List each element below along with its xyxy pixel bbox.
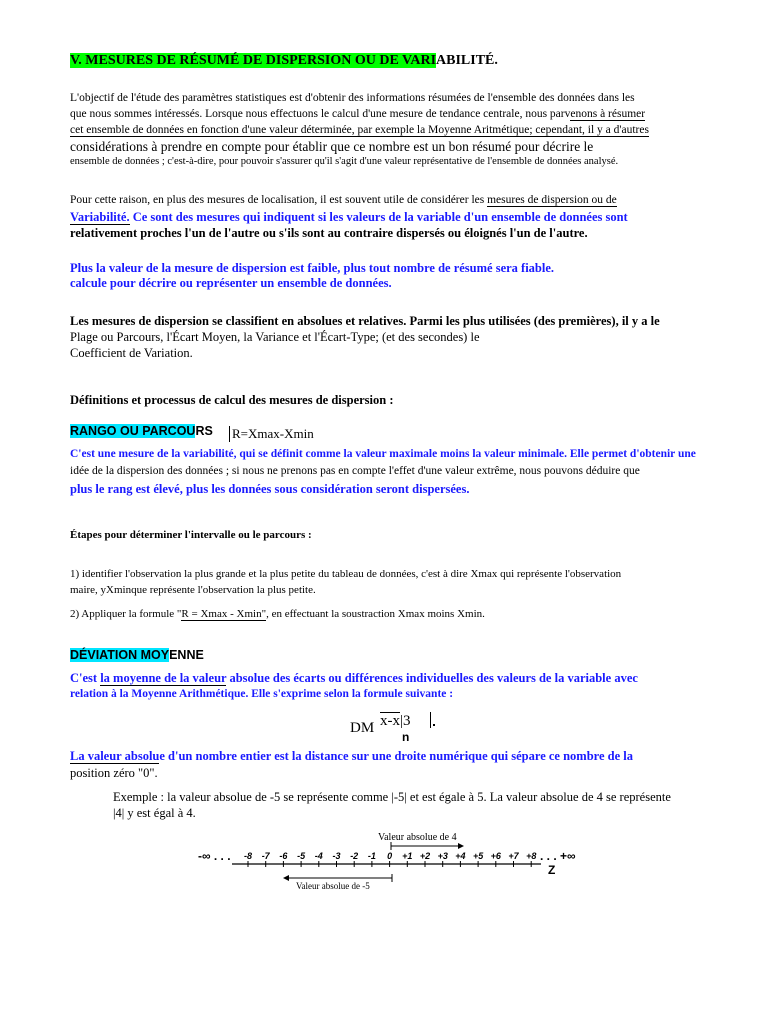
p2-line-2 bbox=[70, 210, 628, 225]
tick-label: +3 bbox=[437, 851, 448, 861]
tick-label: +2 bbox=[419, 851, 431, 861]
rango-heading-highlighted: RANGO OU PARCOU bbox=[70, 424, 196, 438]
etapes-step-2 bbox=[70, 608, 485, 620]
intro-line-4: considérations à prendre en compte pour établir que ce nombre est un bon résumé pour décrire le bbox=[70, 139, 594, 154]
deviation-line-1 bbox=[70, 671, 638, 686]
etapes-step-2b: R = Xmax - Xmin" bbox=[181, 608, 267, 620]
rango-heading bbox=[70, 424, 213, 438]
p3-line-2: calcule pour décrire ou représenter un ensemble de données. bbox=[70, 276, 392, 290]
tick-label: -6 bbox=[279, 851, 288, 861]
dm-formula-expr bbox=[380, 713, 411, 730]
abs-line-1b: e d'un nombre entier est la distance sur une droite numérique qui sépare ce nombre de la bbox=[159, 749, 633, 763]
dm-formula-label: DM bbox=[350, 720, 375, 736]
p4-line-1: Les mesures de dispersion se classifient en absolues et relatives. Parmi les plus utilisées (des premières), il y a le bbox=[70, 314, 660, 328]
p2-line-2a: Variabilité. bbox=[70, 210, 130, 224]
tick-label: +8 bbox=[526, 851, 537, 861]
etapes-step-2c: , en effectuant la soustraction Xmax moins Xmin. bbox=[266, 608, 485, 620]
etapes-step-2a: 2) Appliquer la formule " bbox=[70, 608, 182, 620]
tick-label: +6 bbox=[490, 851, 501, 861]
tick-label: -5 bbox=[297, 851, 306, 861]
p2-line-2b: Ce sont des mesures qui indiquent si les valeurs de la variable d'un ensemble de données sont bbox=[129, 210, 628, 224]
tick-label: 0 bbox=[387, 851, 393, 861]
dm-formula-dot bbox=[433, 724, 435, 726]
etapes-heading: Étapes pour déterminer l'intervalle ou le parcours : bbox=[70, 529, 312, 541]
section-title-highlighted: V. MESURES DE RÉSUMÉ DE DISPERSION OU DE VARI bbox=[70, 53, 437, 68]
abs-line-1 bbox=[70, 749, 633, 764]
deviation-heading-highlighted: DÉVIATION MOY bbox=[70, 648, 170, 662]
dm-formula-divider bbox=[430, 712, 431, 728]
intro-line-3 bbox=[70, 124, 649, 136]
number-line bbox=[196, 828, 596, 894]
tick-label: +7 bbox=[508, 851, 519, 861]
tick-label: -1 bbox=[367, 851, 376, 861]
section-title-rest: ABILITÉ. bbox=[436, 53, 498, 68]
p2-line-1 bbox=[70, 194, 617, 206]
rango-formula: R=Xmax-Xmin bbox=[229, 426, 314, 442]
abs-line-1a: La valeur absolu bbox=[70, 749, 160, 763]
rango-line-3: plus le rang est élevé, plus les données sous considération seront dispersées. bbox=[70, 482, 470, 496]
deviation-line-1a: C'est bbox=[70, 671, 101, 685]
p2-line-1a: Pour cette raison, en plus des mesures de localisation, il est souvent utile de considérer les bbox=[70, 194, 488, 206]
tick-label: -8 bbox=[243, 851, 253, 861]
tick-label: +4 bbox=[455, 851, 466, 861]
number-line-right-end: . . . +∞ bbox=[540, 849, 576, 863]
deviation-heading-rest: ENNE bbox=[169, 648, 204, 662]
p2-line-3: relativement proches l'un de l'autre ou s'ils sont au contraire dispersés ou éloignés l'un de l'autre. bbox=[70, 226, 588, 240]
etapes-step-1a: 1) identifier l'observation la plus grande et la plus petite du tableau de données, c'est à dire Xmax qui représente l'observation bbox=[70, 568, 622, 580]
deviation-line-1b: la moyenne de la valeur bbox=[100, 671, 227, 685]
etapes-step-1b: maire, yXminque représente l'observation la plus petite. bbox=[70, 584, 316, 596]
example-line-2: |4| y est égal à 4. bbox=[113, 806, 196, 820]
deviation-heading bbox=[70, 648, 204, 662]
dm-formula-n: n bbox=[402, 730, 410, 744]
rango-heading-rest: RS bbox=[195, 424, 213, 438]
intro-line-2 bbox=[70, 108, 645, 120]
tick-label: -4 bbox=[314, 851, 323, 861]
intro-line-5: ensemble de données ; c'est-à-dire, pour pouvoir s'assurer qu'il s'agit d'une valeur représentative de l'ensemble de données analysé. bbox=[70, 156, 619, 167]
bottom-arrow-head bbox=[283, 875, 289, 881]
tick-label: -2 bbox=[350, 851, 359, 861]
p3-line-1: Plus la valeur de la mesure de dispersion est faible, plus tout nombre de résumé sera fiable. bbox=[70, 261, 555, 275]
abs-line-2: position zéro "0". bbox=[70, 766, 158, 780]
intro-line-1: L'objectif de l'étude des paramètres statistiques est d'obtenir des informations résumées de l'ensemble des données dans les bbox=[70, 92, 635, 104]
top-arrow-head bbox=[458, 843, 464, 849]
tick-label: +5 bbox=[472, 851, 484, 861]
number-line-bottom-label: Valeur absolue de -5 bbox=[296, 881, 370, 891]
definitions-heading: Définitions et processus de calcul des mesures de dispersion : bbox=[70, 393, 394, 407]
dm-formula-x: x-x bbox=[380, 713, 400, 729]
example-line-1: Exemple : la valeur absolue de -5 se représente comme |-5| et est égale à 5. La valeur absolue de 4 se représente bbox=[113, 790, 671, 804]
deviation-line-2: relation à la Moyenne Arithmétique. Elle s'exprime selon la formule suivante : bbox=[70, 688, 454, 700]
p2-line-1b: mesures de dispersion ou de bbox=[487, 194, 617, 206]
intro-line-3-text: cet ensemble de données en fonction d'une valeur déterminée, par exemple la Moyenne Aritmétique; cependant, il y a d'autres bbox=[70, 124, 649, 136]
rango-line-2: idée de la dispersion des données ; si nous ne prenons pas en compte l'effet d'une valeur extrême, nous pouvons déduire que bbox=[70, 465, 640, 477]
tick-label: -3 bbox=[332, 851, 341, 861]
intro-line-2b: enons à résumer bbox=[570, 108, 646, 120]
intro-line-2a: que nous sommes intéressés. Lorsque nous effectuons le calcul d'une mesure de tendance centrale, nous parv bbox=[70, 108, 571, 120]
rango-line-1: C'est une mesure de la variabilité, qui se définit comme la valeur maximale moins la valeur minimale. Elle permet d'obtenir une bbox=[70, 448, 696, 460]
p4-line-2: Plage ou Parcours, l'Écart Moyen, la Variance et l'Écart-Type; (et des secondes) le bbox=[70, 330, 480, 344]
dm-formula-bar: |3 bbox=[400, 713, 411, 729]
number-line-left-end: -∞ . . . bbox=[198, 849, 231, 863]
section-title bbox=[70, 53, 498, 69]
number-line-z: Z bbox=[548, 863, 556, 877]
p4-line-3: Coefficient de Variation. bbox=[70, 346, 193, 360]
deviation-line-1c: absolue des écarts ou différences individuelles des valeurs de la variable avec bbox=[226, 671, 638, 685]
tick-label: +1 bbox=[402, 851, 413, 861]
tick-label: -7 bbox=[261, 851, 270, 861]
number-line-top-label: Valeur absolue de 4 bbox=[378, 832, 457, 843]
